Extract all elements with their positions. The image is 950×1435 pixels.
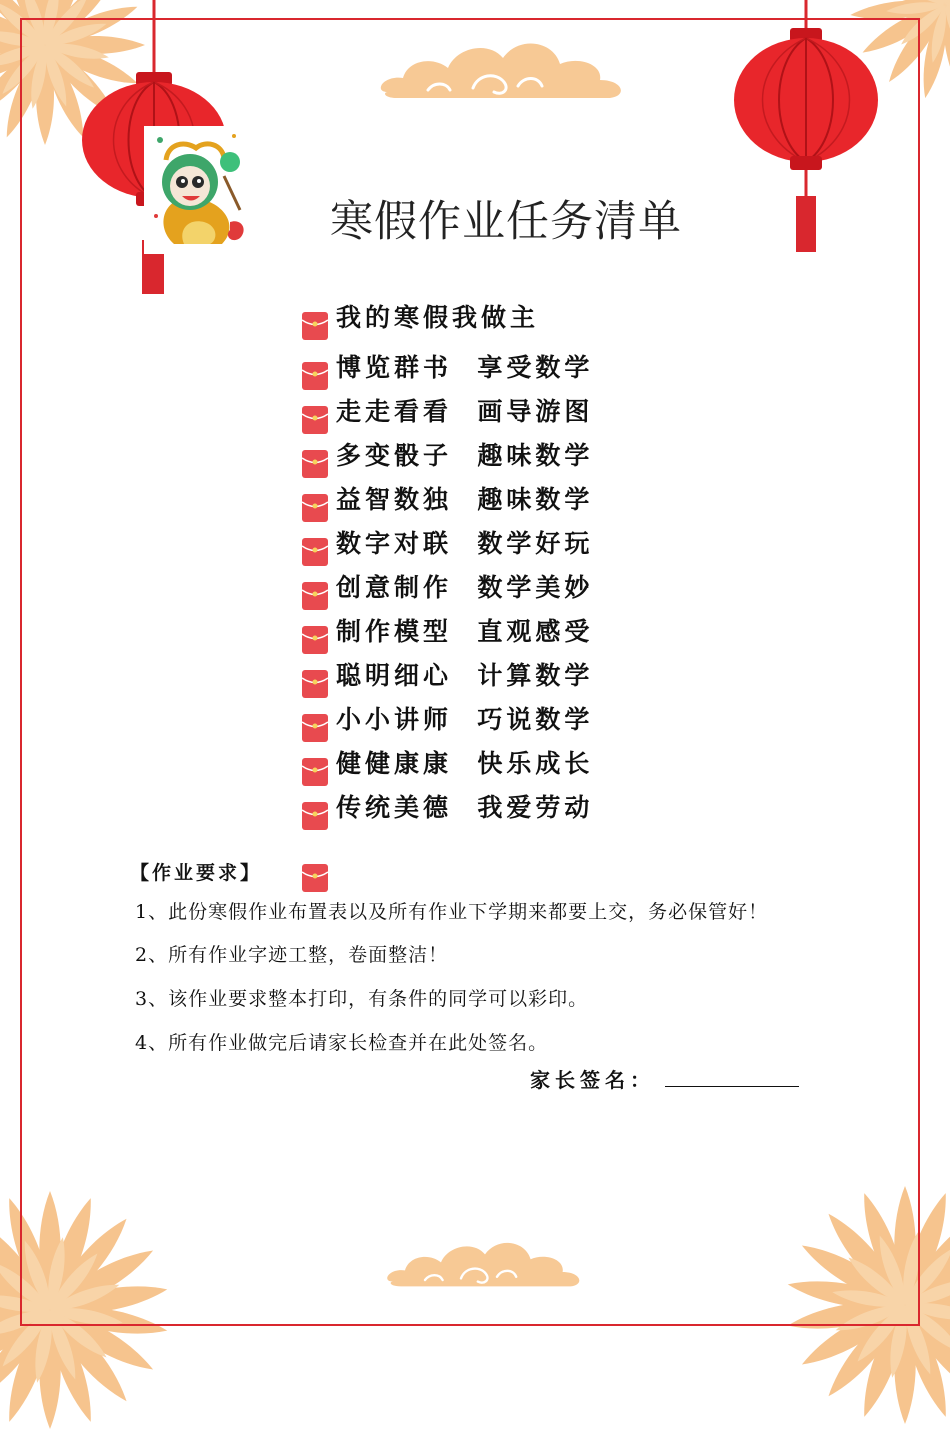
list-item	[300, 568, 720, 608]
list-item	[300, 744, 720, 784]
task-label: 创意制作 数学美妙	[336, 573, 594, 602]
signature-line[interactable]	[665, 1086, 799, 1087]
task-label: 小小讲师 巧说数学	[336, 705, 594, 734]
requirement-item: 4、所有作业做完后请家长检查并在此处签名。	[135, 1032, 549, 1054]
red-envelope-icon	[302, 450, 328, 478]
dragon-icon	[144, 126, 254, 254]
red-envelope-icon	[302, 714, 328, 742]
lantern-icon	[730, 0, 885, 260]
red-envelope-icon	[302, 758, 328, 786]
requirement-item: 3、该作业要求整本打印，有条件的同学可以彩印。	[135, 988, 589, 1010]
list-item	[300, 524, 720, 564]
list-item	[300, 700, 720, 740]
requirements-heading: 【作业要求】	[130, 862, 263, 884]
parent-signature-label: 家长签名：	[530, 1068, 655, 1092]
page-title: 寒假作业任务清单	[330, 197, 682, 247]
red-envelope-icon	[302, 406, 328, 434]
red-envelope-icon	[302, 864, 328, 892]
cloud-icon	[378, 30, 628, 110]
list-item	[300, 436, 720, 476]
requirement-item: 1、此份寒假作业布置表以及所有作业下学期来都要上交，务必保管好！	[135, 901, 769, 923]
list-item	[300, 392, 720, 432]
red-envelope-icon	[302, 670, 328, 698]
task-label: 传统美德 我爱劳动	[336, 793, 594, 822]
task-label: 健健康康 快乐成长	[336, 749, 594, 778]
red-envelope-icon	[302, 312, 328, 340]
task-label: 博览群书 享受数学	[336, 353, 594, 382]
list-item	[300, 480, 720, 520]
red-envelope-icon	[302, 494, 328, 522]
task-label: 数字对联 数学好玩	[336, 529, 594, 558]
red-envelope-icon	[302, 582, 328, 610]
list-item	[300, 298, 720, 338]
list-item	[300, 788, 720, 828]
task-label: 我的寒假我做主	[336, 303, 540, 332]
task-label: 多变骰子 趣味数学	[336, 441, 594, 470]
task-label: 制作模型 直观感受	[336, 617, 594, 646]
task-label: 益智数独 趣味数学	[336, 485, 594, 514]
red-envelope-icon	[302, 626, 328, 654]
list-item	[300, 348, 720, 388]
list-item	[300, 612, 720, 652]
requirement-item: 2、所有作业字迹工整，卷面整洁！	[135, 944, 449, 966]
red-envelope-icon	[302, 538, 328, 566]
cloud-icon	[385, 1228, 585, 1300]
list-item	[300, 656, 720, 696]
red-envelope-icon	[302, 362, 328, 390]
task-label: 聪明细心 计算数学	[336, 661, 594, 690]
task-label: 走走看看 画导游图	[336, 397, 594, 426]
red-envelope-icon	[302, 802, 328, 830]
